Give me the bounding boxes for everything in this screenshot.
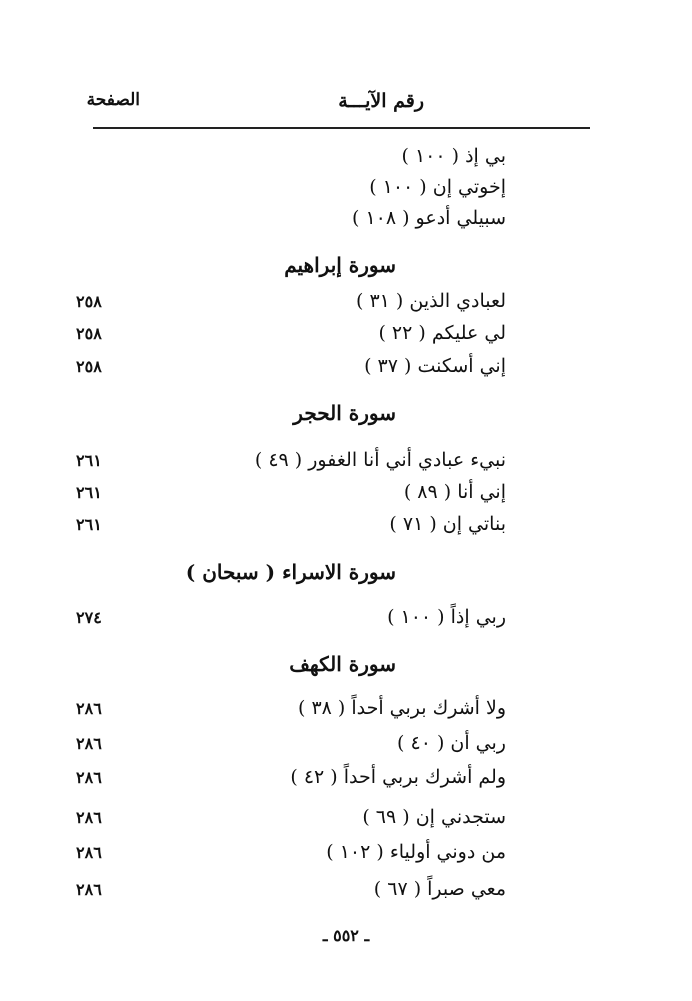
verse-text: لي عليكم ( ٢٢ ) [378, 322, 506, 344]
verse-text: ستجدني إن ( ٦٩ ) [362, 806, 506, 828]
page-number: ٢٨٦ [76, 699, 102, 718]
list-item [0, 145, 692, 175]
verse-text: لعبادي الذين ( ٣١ ) [355, 290, 506, 312]
header-rule [93, 127, 590, 129]
table-row [0, 355, 692, 385]
page-header [0, 88, 692, 120]
verse-text: إني أسكنت ( ٣٧ ) [364, 355, 506, 377]
page-footer-number: ـ ٥٥٢ ـ [322, 926, 370, 945]
page-number: ٢٥٨ [76, 324, 102, 343]
table-row [0, 513, 692, 543]
verse-text: بناتي إن ( ٧١ ) [389, 513, 506, 535]
table-row [0, 290, 692, 320]
list-item [0, 207, 692, 237]
page-column-label: الصفحة [86, 90, 140, 110]
verse-text: من دوني أولياء ( ١٠٢ ) [326, 841, 506, 863]
page-number: ٢٦١ [76, 483, 102, 502]
verse-text: ولا أشرك بربي أحداً ( ٣٨ ) [297, 697, 506, 719]
verse-text: سبيلي أدعو ( ١٠٨ ) [351, 207, 506, 229]
verse-text: نبيء عبادي أني أنا الغفور ( ٤٩ ) [254, 449, 506, 471]
sura-heading: سورة الكهف [289, 652, 396, 676]
table-row [0, 878, 692, 908]
verse-text: إخوتي إن ( ١٠٠ ) [369, 176, 506, 198]
list-item [0, 176, 692, 206]
page-number: ٢٦١ [76, 515, 102, 534]
table-row [0, 606, 692, 636]
verse-text: إني أنا ( ٨٩ ) [403, 481, 506, 503]
table-row [0, 766, 692, 796]
sura-heading: سورة الحجر [293, 401, 396, 425]
page-number: ٢٨٦ [76, 880, 102, 899]
page-number: ٢٨٦ [76, 843, 102, 862]
table-row [0, 732, 692, 762]
verse-text: معي صبراً ( ٦٧ ) [373, 878, 506, 900]
verse-text: ولم أشرك بربي أحداً ( ٤٢ ) [290, 766, 506, 788]
page-number: ٢٥٨ [76, 292, 102, 311]
sura-heading: سورة الاسراء ( سبحان ) [185, 560, 396, 584]
verse-text: ربي أن ( ٤٠ ) [397, 732, 506, 754]
page-number: ٢٧٤ [76, 608, 102, 627]
page-number: ٢٦١ [76, 451, 102, 470]
verse-text: بي إذ ( ١٠٠ ) [401, 145, 506, 167]
table-row [0, 806, 692, 836]
table-row [0, 697, 692, 727]
page-number: ٢٨٦ [76, 808, 102, 827]
sura-heading: سورة إبراهيم [284, 253, 396, 277]
table-row [0, 841, 692, 871]
page-number: ٢٨٦ [76, 734, 102, 753]
table-row [0, 449, 692, 479]
verse-text: ربي إذاً ( ١٠٠ ) [387, 606, 506, 628]
table-row [0, 322, 692, 352]
page-number: ٢٥٨ [76, 357, 102, 376]
verse-column-label: رقم الآيـــة [338, 90, 424, 112]
page-number: ٢٨٦ [76, 768, 102, 787]
table-row [0, 481, 692, 511]
